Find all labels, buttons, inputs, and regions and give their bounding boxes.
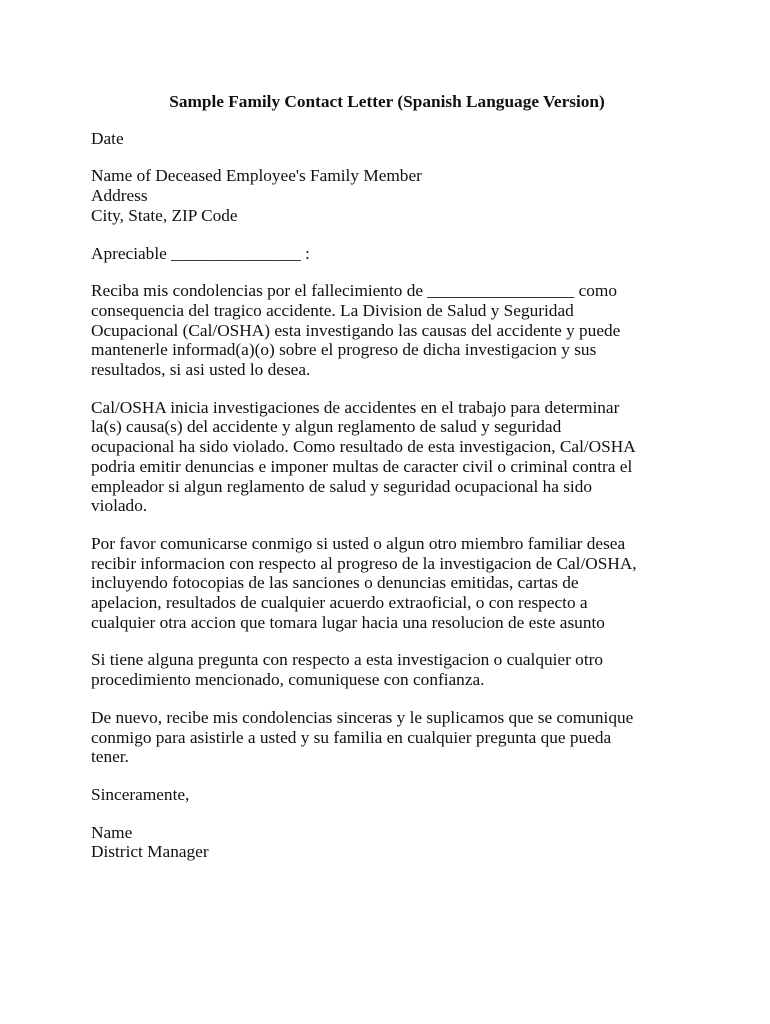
- paragraph-line: incluyendo fotocopias de las sanciones o denuncias emitidas, cartas de: [91, 573, 579, 593]
- paragraph-questions: [91, 650, 691, 689]
- paragraph-line: empleador si algun reglamento de salud y seguridad ocupacional ha sido: [91, 476, 593, 496]
- paragraph-contact-request: [91, 534, 691, 633]
- paragraph-line: consequencia del tragico accidente. La Division de Salud y Seguridad: [91, 300, 574, 320]
- paragraph-line: la(s) causa(s) del accidente y algun reglamento de salud y seguridad: [91, 417, 562, 437]
- paragraph-line: Ocupacional (Cal/OSHA) esta investigando las causas del accidente y puede: [91, 320, 621, 340]
- recipient-address: Address: [91, 186, 148, 206]
- paragraph-condolences: [91, 281, 691, 380]
- closing: Sinceramente,: [91, 784, 190, 804]
- letter-page: [91, 92, 691, 880]
- paragraph-line: resultados, si asi usted lo desea.: [91, 360, 311, 380]
- recipient-name: Name of Deceased Employee's Family Member: [91, 166, 422, 186]
- paragraph-line: conmigo para asistirle a usted y su familia en cualquier pregunta que pueda: [91, 727, 612, 747]
- paragraph-line: De nuevo, recibe mis condolencias sinceras y le suplicamos que se comunique: [91, 707, 634, 727]
- paragraph-closing-condolences: [91, 708, 691, 767]
- date-line: Date: [91, 128, 124, 148]
- paragraph-line: cualquier otra accion que tomara lugar hacia una resolucion de este asunto: [91, 612, 605, 632]
- paragraph-line: apelacion, resultados de cualquier acuerdo extraoficial, o con respecto a: [91, 593, 588, 613]
- signature-role: District Manager: [91, 842, 209, 862]
- signature-name: Name: [91, 822, 133, 842]
- paragraph-line: Cal/OSHA inicia investigaciones de accidentes en el trabajo para determinar: [91, 397, 620, 417]
- paragraph-line: podria emitir denuncias e imponer multas de caracter civil o criminal contra el: [91, 456, 633, 476]
- recipient-city-line: City, State, ZIP Code: [91, 205, 238, 225]
- paragraph-line: violado.: [91, 496, 148, 516]
- paragraph-line: Si tiene alguna pregunta con respecto a esta investigacion o cualquier otro: [91, 650, 604, 670]
- paragraph-line: Reciba mis condolencias por el fallecimiento de _________________ como: [91, 281, 617, 301]
- paragraph-line: recibir informacion con respecto al progreso de la investigacion de Cal/OSHA,: [91, 553, 637, 573]
- paragraph-line: mantenerle informad(a)(o) sobre el progreso de dicha investigacion y sus: [91, 340, 597, 360]
- signature-block: [91, 823, 691, 862]
- paragraph-line: tener.: [91, 747, 129, 767]
- recipient-block: [91, 166, 691, 225]
- paragraph-investigation: [91, 398, 691, 516]
- salutation: Apreciable _______________ :: [91, 243, 310, 263]
- paragraph-line: procedimiento mencionado, comuniquese con confianza.: [91, 670, 485, 690]
- letter-title: Sample Family Contact Letter (Spanish Language Version): [169, 92, 605, 111]
- paragraph-line: Por favor comunicarse conmigo si usted o algun otro miembro familiar desea: [91, 533, 626, 553]
- paragraph-line: ocupacional ha sido violado. Como resultado de esta investigacion, Cal/OSHA: [91, 437, 636, 457]
